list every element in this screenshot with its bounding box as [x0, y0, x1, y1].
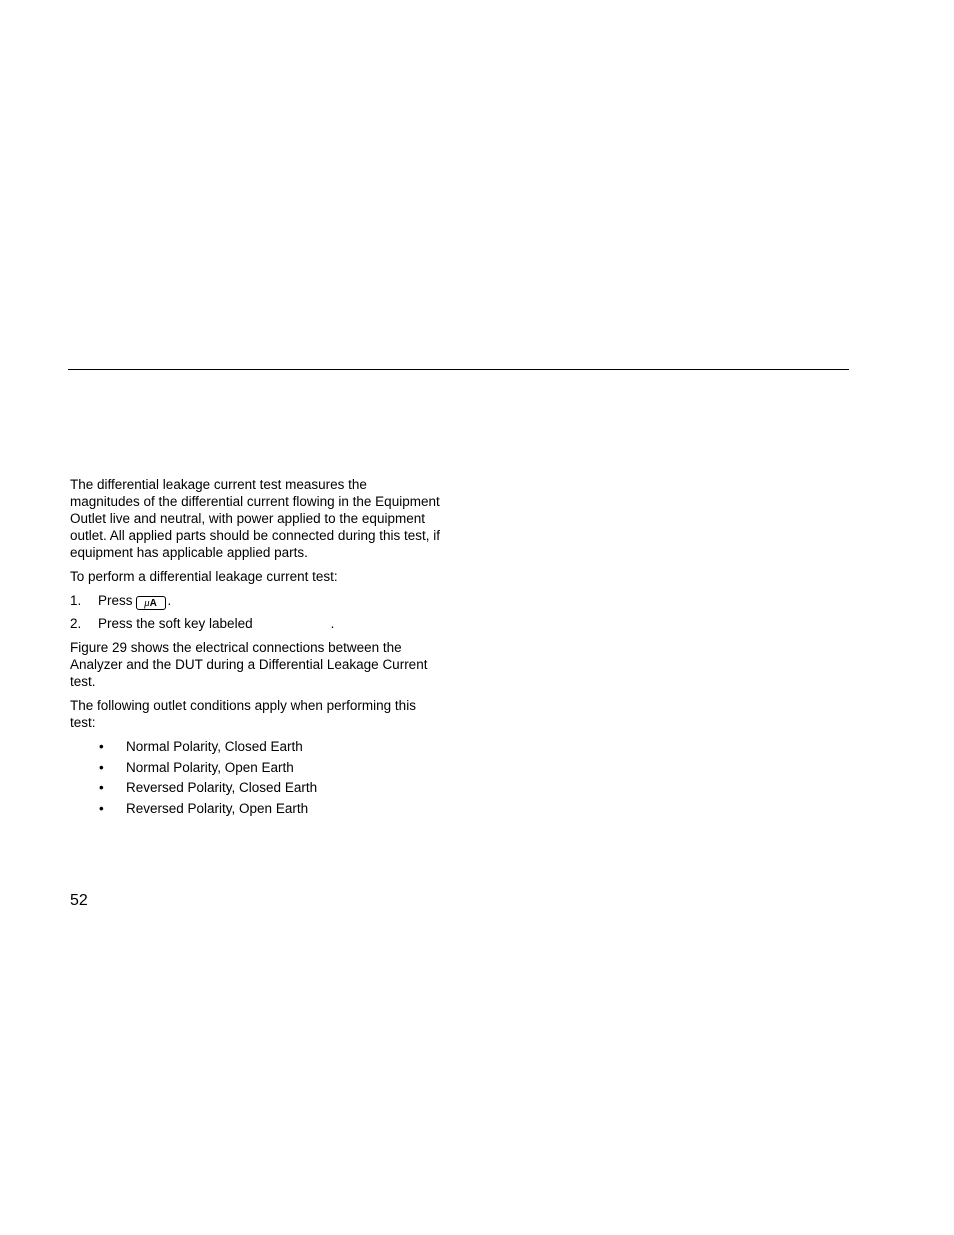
lead-in-paragraph: To perform a differential leakage current test:: [70, 569, 338, 584]
step-number: 2.: [70, 616, 82, 631]
list-item: [70, 759, 440, 776]
step-1: [70, 592, 440, 609]
bullet-icon: •: [99, 759, 104, 775]
step-period: .: [330, 616, 335, 631]
step-period: .: [167, 593, 172, 608]
bullet-icon: •: [99, 800, 104, 816]
step-text: Press: [98, 593, 133, 608]
step-text: Press the soft key labeled: [98, 616, 253, 631]
figure-reference-paragraph: Figure 29 shows the electrical connections between the Analyzer and the DUT during a Differential Leakage Current test.: [70, 640, 428, 689]
page-number: 52: [70, 892, 88, 909]
bullet-icon: •: [99, 739, 104, 754]
list-item-text: Normal Polarity, Closed Earth: [126, 739, 303, 754]
step-number: 1.: [70, 593, 82, 608]
mu-symbol: μ: [144, 597, 150, 609]
outlet-conditions-list: [70, 738, 440, 817]
header-rule: [68, 369, 849, 370]
list-item: [70, 779, 440, 796]
procedure-steps: [70, 592, 440, 632]
list-item-text: Normal Polarity, Open Earth: [126, 759, 294, 775]
body-text: [70, 476, 440, 820]
list-item: [70, 800, 440, 817]
list-item-text: Reversed Polarity, Closed Earth: [126, 780, 318, 795]
bullet-icon: •: [99, 780, 104, 795]
amp-symbol: A: [149, 598, 157, 609]
step-2: [70, 615, 440, 632]
conditions-intro-paragraph: The following outlet conditions apply when performing this test:: [70, 698, 416, 730]
intro-paragraph: The differential leakage current test measures the magnitudes of the differential current flowing in the Equipment Outlet live and neutral, with power applied to the equipment outlet. All applied parts should be connected during this test, if equipment has applicable applied parts.: [70, 477, 440, 560]
list-item: [70, 738, 440, 755]
list-item-text: Reversed Polarity, Open Earth: [126, 800, 309, 816]
microamp-key-icon: [136, 596, 166, 610]
